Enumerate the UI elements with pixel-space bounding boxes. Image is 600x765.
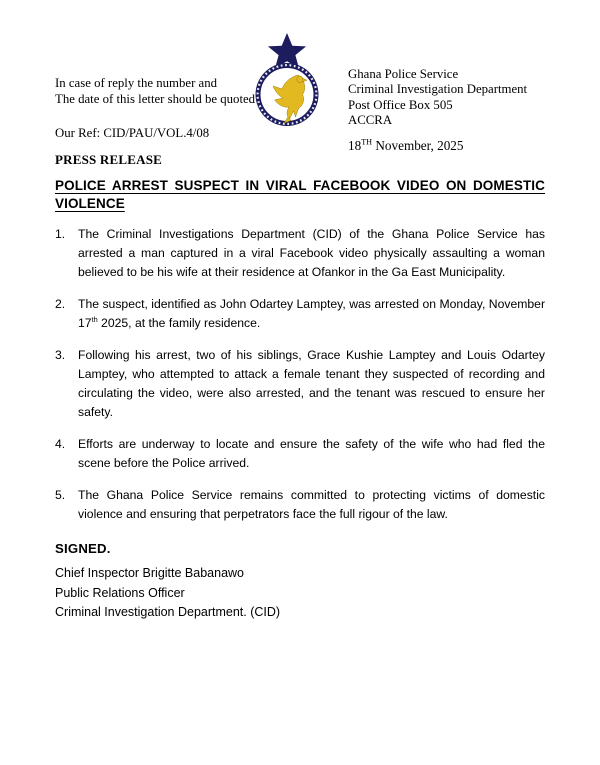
reply-note	[55, 75, 255, 107]
press-release-label: PRESS RELEASE	[55, 152, 162, 167]
signed-label: SIGNED.	[55, 541, 111, 556]
reference-number: Our Ref: CID/PAU/VOL.4/08	[55, 126, 210, 140]
paragraph-number: 5.	[55, 488, 66, 502]
paragraph-item	[55, 225, 545, 282]
paragraph-text: The suspect, identified as John Odartey Lamptey, was arrested on Monday, November 17th 2025, at the family residence.	[78, 297, 545, 330]
signature-line: Criminal Investigation Department. (CID)	[55, 605, 281, 619]
reply-note-line: The date of this letter should be quoted	[55, 92, 256, 106]
address-line: Criminal Investigation Department	[348, 82, 528, 97]
paragraph-text: The Ghana Police Service remains committed to protecting victims of domestic violence and ensuring that perpetrators face the full rigour of the law.	[78, 488, 545, 521]
reply-note-line: In case of reply the number and	[55, 76, 218, 90]
ghana-police-crest-logo	[242, 31, 332, 127]
address-line: Ghana Police Service	[348, 67, 459, 81]
paragraph-item	[55, 295, 545, 333]
signature-line: Chief Inspector Brigitte Babanawo	[55, 566, 244, 580]
paragraph-item	[55, 346, 545, 422]
paragraph-number: 3.	[55, 348, 66, 362]
paragraph-number: 4.	[55, 437, 66, 451]
letter-date: 18TH November, 2025	[348, 137, 464, 153]
paragraph-number: 2.	[55, 297, 66, 311]
paragraph-text: Efforts are underway to locate and ensure the safety of the wife who had fled the scene before the Police arrived.	[78, 437, 545, 470]
paragraph-item	[55, 486, 545, 524]
paragraph-number: 1.	[55, 227, 66, 241]
document-title: POLICE ARREST SUSPECT IN VIRAL FACEBOOK VIDEO ON DOMESTIC VIOLENCE	[55, 178, 545, 211]
paragraph-item	[55, 435, 545, 473]
paragraph-text: The Criminal Investigations Department (CID) of the Ghana Police Service has arrested a man captured in a viral Facebook video physically assaulting a woman believed to be his wife at their residence at Ofankor in the Ga East Municipality.	[78, 227, 545, 279]
numbered-paragraphs	[55, 225, 545, 524]
address-line: ACCRA	[348, 113, 393, 128]
address-line: Post Office Box 505	[348, 97, 453, 112]
paragraph-text: Following his arrest, two of his siblings, Grace Kushie Lamptey and Louis Odartey Lamptey, who attempted to attack a female tenant they suspected of recording and circulating the video, were also arrested, and the tenant was rescued to ensure her safety.	[78, 348, 545, 419]
signature-block	[55, 564, 545, 623]
signature-line: Public Relations Officer	[55, 585, 185, 600]
document-body	[55, 177, 545, 623]
agency-address	[348, 67, 527, 129]
